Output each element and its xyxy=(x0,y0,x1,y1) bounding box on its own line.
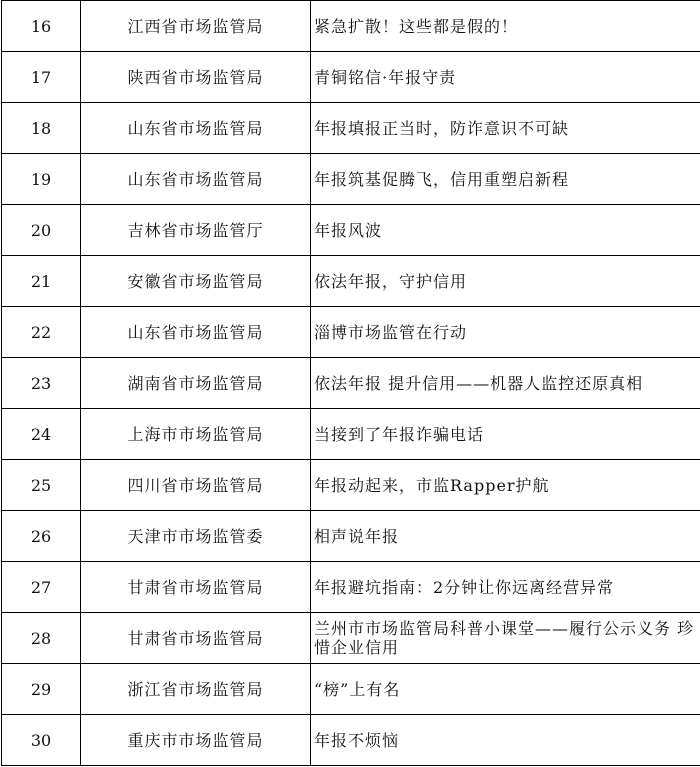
agency-name: 上海市市场监管局 xyxy=(81,409,311,460)
row-number: 22 xyxy=(2,307,81,358)
work-title: “榜”上有名 xyxy=(311,664,700,715)
row-number: 29 xyxy=(2,664,81,715)
work-title: 年报填报正当时，防诈意识不可缺 xyxy=(311,103,700,154)
row-number: 19 xyxy=(2,154,81,205)
table-row xyxy=(2,511,700,562)
table-row xyxy=(2,664,700,715)
table-row xyxy=(2,103,700,154)
work-title: 青铜铭信·年报守责 xyxy=(311,52,700,103)
results-table xyxy=(1,0,700,766)
agency-name: 陕西省市场监管局 xyxy=(81,52,311,103)
table-row xyxy=(2,256,700,307)
work-title: 兰州市市场监管局科普小课堂——履行公示义务 珍惜企业信用 xyxy=(311,613,700,664)
table-row xyxy=(2,307,700,358)
work-title: 紧急扩散！这些都是假的！ xyxy=(311,1,700,52)
table-row xyxy=(2,1,700,52)
row-number: 20 xyxy=(2,205,81,256)
row-number: 30 xyxy=(2,715,81,766)
agency-name: 重庆市市场监管局 xyxy=(81,715,311,766)
agency-name: 甘肃省市场监管局 xyxy=(81,613,311,664)
work-title: 年报风波 xyxy=(311,205,700,256)
row-number: 21 xyxy=(2,256,81,307)
table-row xyxy=(2,613,700,664)
table-row xyxy=(2,715,700,766)
work-title: 年报不烦恼 xyxy=(311,715,700,766)
agency-name: 吉林省市场监管厅 xyxy=(81,205,311,256)
work-title: 相声说年报 xyxy=(311,511,700,562)
work-title: 当接到了年报诈骗电话 xyxy=(311,409,700,460)
work-title: 依法年报 提升信用——机器人监控还原真相 xyxy=(311,358,700,409)
table-row xyxy=(2,205,700,256)
row-number: 28 xyxy=(2,613,81,664)
work-title: 淄博市场监管在行动 xyxy=(311,307,700,358)
agency-name: 天津市市场监管委 xyxy=(81,511,311,562)
table-row xyxy=(2,562,700,613)
agency-name: 山东省市场监管局 xyxy=(81,307,311,358)
row-number: 17 xyxy=(2,52,81,103)
row-number: 26 xyxy=(2,511,81,562)
row-number: 18 xyxy=(2,103,81,154)
row-number: 25 xyxy=(2,460,81,511)
agency-name: 江西省市场监管局 xyxy=(81,1,311,52)
work-title: 年报动起来，市监Rapper护航 xyxy=(311,460,700,511)
row-number: 27 xyxy=(2,562,81,613)
work-title: 年报筑基促腾飞，信用重塑启新程 xyxy=(311,154,700,205)
table-row xyxy=(2,154,700,205)
agency-name: 山东省市场监管局 xyxy=(81,154,311,205)
row-number: 23 xyxy=(2,358,81,409)
work-title: 年报避坑指南：2分钟让你远离经营异常 xyxy=(311,562,700,613)
agency-name: 安徽省市场监管局 xyxy=(81,256,311,307)
table-row xyxy=(2,358,700,409)
agency-name: 山东省市场监管局 xyxy=(81,103,311,154)
row-number: 24 xyxy=(2,409,81,460)
agency-name: 浙江省市场监管局 xyxy=(81,664,311,715)
row-number: 16 xyxy=(2,1,81,52)
table-row xyxy=(2,460,700,511)
agency-name: 甘肃省市场监管局 xyxy=(81,562,311,613)
table-row xyxy=(2,409,700,460)
agency-name: 四川省市场监管局 xyxy=(81,460,311,511)
agency-name: 湖南省市场监管局 xyxy=(81,358,311,409)
table-row xyxy=(2,52,700,103)
work-title: 依法年报，守护信用 xyxy=(311,256,700,307)
